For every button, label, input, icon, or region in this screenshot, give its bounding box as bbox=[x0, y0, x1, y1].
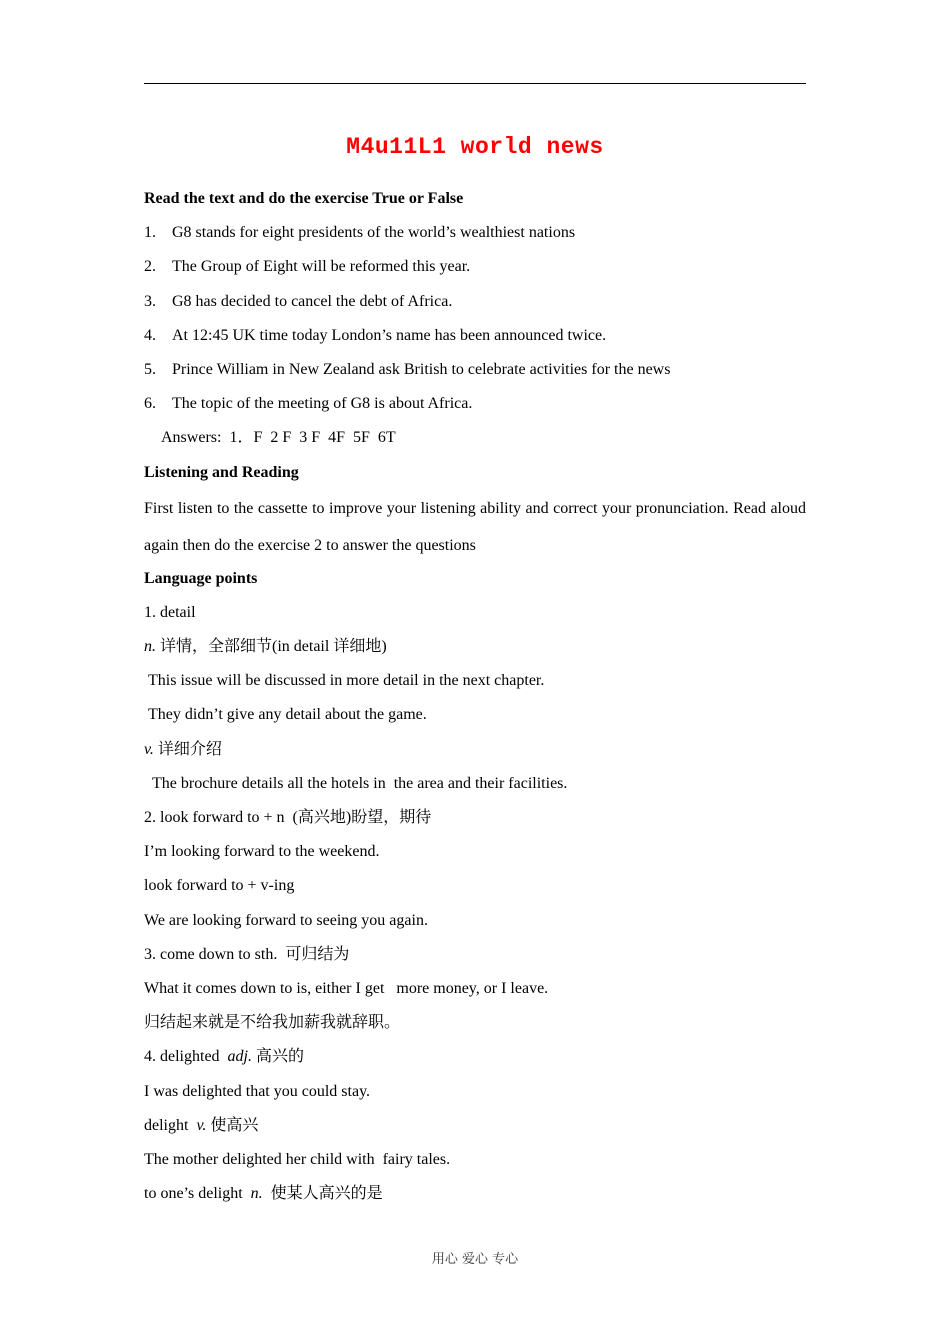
section-heading-true-false: Read the text and do the exercise True or False bbox=[144, 190, 464, 207]
definition-text: 详情，全部细节(in detail 详细地) bbox=[156, 638, 387, 656]
definition-line bbox=[144, 1182, 806, 1216]
example-sentence: They didn’t give any detail about the game. bbox=[148, 706, 427, 724]
header-rule bbox=[144, 83, 806, 84]
document-body bbox=[144, 187, 806, 1216]
definition-line bbox=[144, 635, 806, 669]
statement-item bbox=[144, 358, 806, 392]
usage-pattern: look forward to + v-ing bbox=[144, 877, 295, 895]
page-title: M4u11L1 world news bbox=[346, 134, 604, 160]
statement-text: The topic of the meeting of G8 is about Africa. bbox=[172, 395, 473, 413]
statement-item bbox=[144, 290, 806, 324]
statement-number: 1. bbox=[144, 224, 156, 242]
point-heading: 3. come down to sth. 可归结为 bbox=[144, 945, 350, 963]
point-heading: 2. look forward to + n (高兴地)盼望，期待 bbox=[144, 809, 432, 826]
listening-instructions: First listen to the cassette to improve your listening ability and correct your pronunciation. Read aloud again then do the exercise 2 to answer the questions bbox=[144, 499, 806, 554]
statement-number: 5. bbox=[144, 360, 156, 378]
definition-text: 使某人高兴的是 bbox=[262, 1185, 383, 1203]
point-heading: 1. detail bbox=[144, 603, 196, 621]
statement-item bbox=[144, 324, 806, 358]
definition-text: 详细介绍 bbox=[153, 740, 222, 758]
statement-text: The Group of Eight will be reformed this year. bbox=[172, 258, 471, 276]
definition-line bbox=[144, 1114, 806, 1148]
example-sentence: I was delighted that you could stay. bbox=[144, 1082, 371, 1100]
point-term: delight bbox=[144, 1116, 197, 1134]
section-heading-listening: Listening and Reading bbox=[144, 463, 299, 481]
statement-text: G8 stands for eight presidents of the world’s wealthiest nations bbox=[172, 224, 576, 242]
statement-number: 4. bbox=[144, 326, 156, 344]
part-of-speech: adj. bbox=[227, 1048, 252, 1066]
example-sentence: What it comes down to is, either I get more money, or I leave. bbox=[144, 979, 549, 997]
statement-number: 3. bbox=[144, 292, 156, 310]
point-term: 4. delighted bbox=[144, 1048, 228, 1066]
statement-text: At 12:45 UK time today London’s name has been announced twice. bbox=[172, 326, 607, 344]
page-footer: 用心 爱心 专心 bbox=[431, 1252, 519, 1267]
part-of-speech: n. bbox=[144, 638, 156, 656]
statement-item bbox=[144, 255, 806, 289]
statement-item bbox=[144, 392, 806, 426]
statement-number: 2. bbox=[144, 258, 156, 276]
statement-item bbox=[144, 221, 806, 255]
example-sentence: The brochure details all the hotels in the area and their facilities. bbox=[152, 774, 568, 792]
example-sentence: We are looking forward to seeing you again. bbox=[144, 911, 428, 929]
statement-text: G8 has decided to cancel the debt of Africa. bbox=[172, 292, 453, 310]
definition-text: 使高兴 bbox=[206, 1116, 259, 1134]
point-term: to one’s delight bbox=[144, 1185, 251, 1203]
part-of-speech: v. bbox=[196, 1116, 207, 1134]
definition-text: 高兴的 bbox=[252, 1048, 305, 1066]
section-heading-language-points: Language points bbox=[144, 569, 258, 587]
definition-line bbox=[144, 738, 806, 772]
example-sentence: This issue will be discussed in more detail in the next chapter. bbox=[148, 672, 545, 690]
statement-text: Prince William in New Zealand ask British to celebrate activities for the news bbox=[172, 360, 671, 378]
answers-line: Answers: 1．F 2 F 3 F 4F 5F 6T bbox=[161, 429, 396, 447]
example-sentence: I’m looking forward to the weekend. bbox=[144, 843, 380, 861]
part-of-speech: v. bbox=[144, 740, 154, 758]
point-heading bbox=[144, 1045, 806, 1079]
translation-line: 归结起来就是不给我加薪我就辞职。 bbox=[144, 1014, 401, 1032]
part-of-speech: n. bbox=[250, 1185, 263, 1203]
example-sentence: The mother delighted her child with fairy tales. bbox=[144, 1150, 451, 1168]
statement-number: 6. bbox=[144, 395, 156, 413]
